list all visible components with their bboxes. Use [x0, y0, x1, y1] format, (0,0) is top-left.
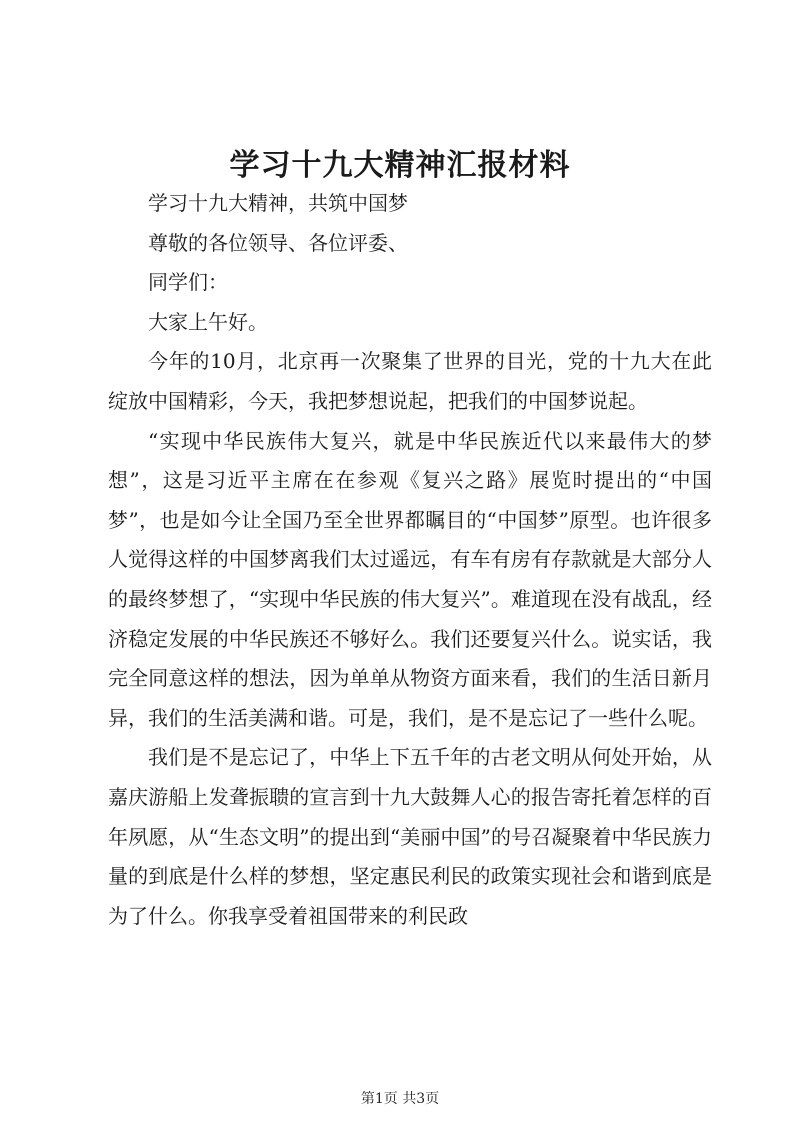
page-footer: 第1页 共3页: [360, 1091, 440, 1107]
paragraph: 我们是不是忘记了，中华上下五千年的古老文明从何处开始，从嘉庆游船上发聋振聩的宣言到十九大鼓舞人心的报告寄托着怎样的百年夙愿，从“生态文明”的提出到“美丽中国”的号召凝聚着中华民族力量的到底是什么样的梦想，坚定惠民利民的政策实现社会和谐到底是为了什么。你我享受着祖国带来的利民政: [108, 745, 712, 928]
document-body: [108, 184, 712, 936]
paragraph: 学习十九大精神，共筑中国梦: [148, 191, 408, 215]
paragraph: 尊敬的各位领导、各位评委、: [148, 230, 408, 255]
document-title: 学习十九大精神汇报材料: [229, 148, 571, 183]
paragraph: 大家上午好。: [148, 309, 268, 334]
paragraph: “实现中华民族伟大复兴，就是中华民族近代以来最伟大的梦想”，这是习近平主席在在参观《复兴之路》展览时提出的“中国梦”，也是如今让全国乃至全世界都瞩目的“中国梦”原型。也许很多人觉得这样的中国梦离我们太过遥远，有车有房有存款就是大部分人的最终梦想了，“实现中华民族的伟大复兴”。难道现在没有战乱，经济稳定发展的中华民族还不够好么。我们还要复兴什么。说实话，我完全同意这样的想法，因为单单从物资方面来看，我们的生活日新月异，我们的生活美满和谐。可是，我们，是不是忘记了一些什么呢。: [108, 428, 712, 730]
paragraph: 同学们：: [148, 270, 228, 295]
paragraph: 今年的10月，北京再一次聚集了世界的目光，党的十九大在此绽放中国精彩，今天，我把梦想说起，把我们的中国梦说起。: [108, 349, 712, 413]
